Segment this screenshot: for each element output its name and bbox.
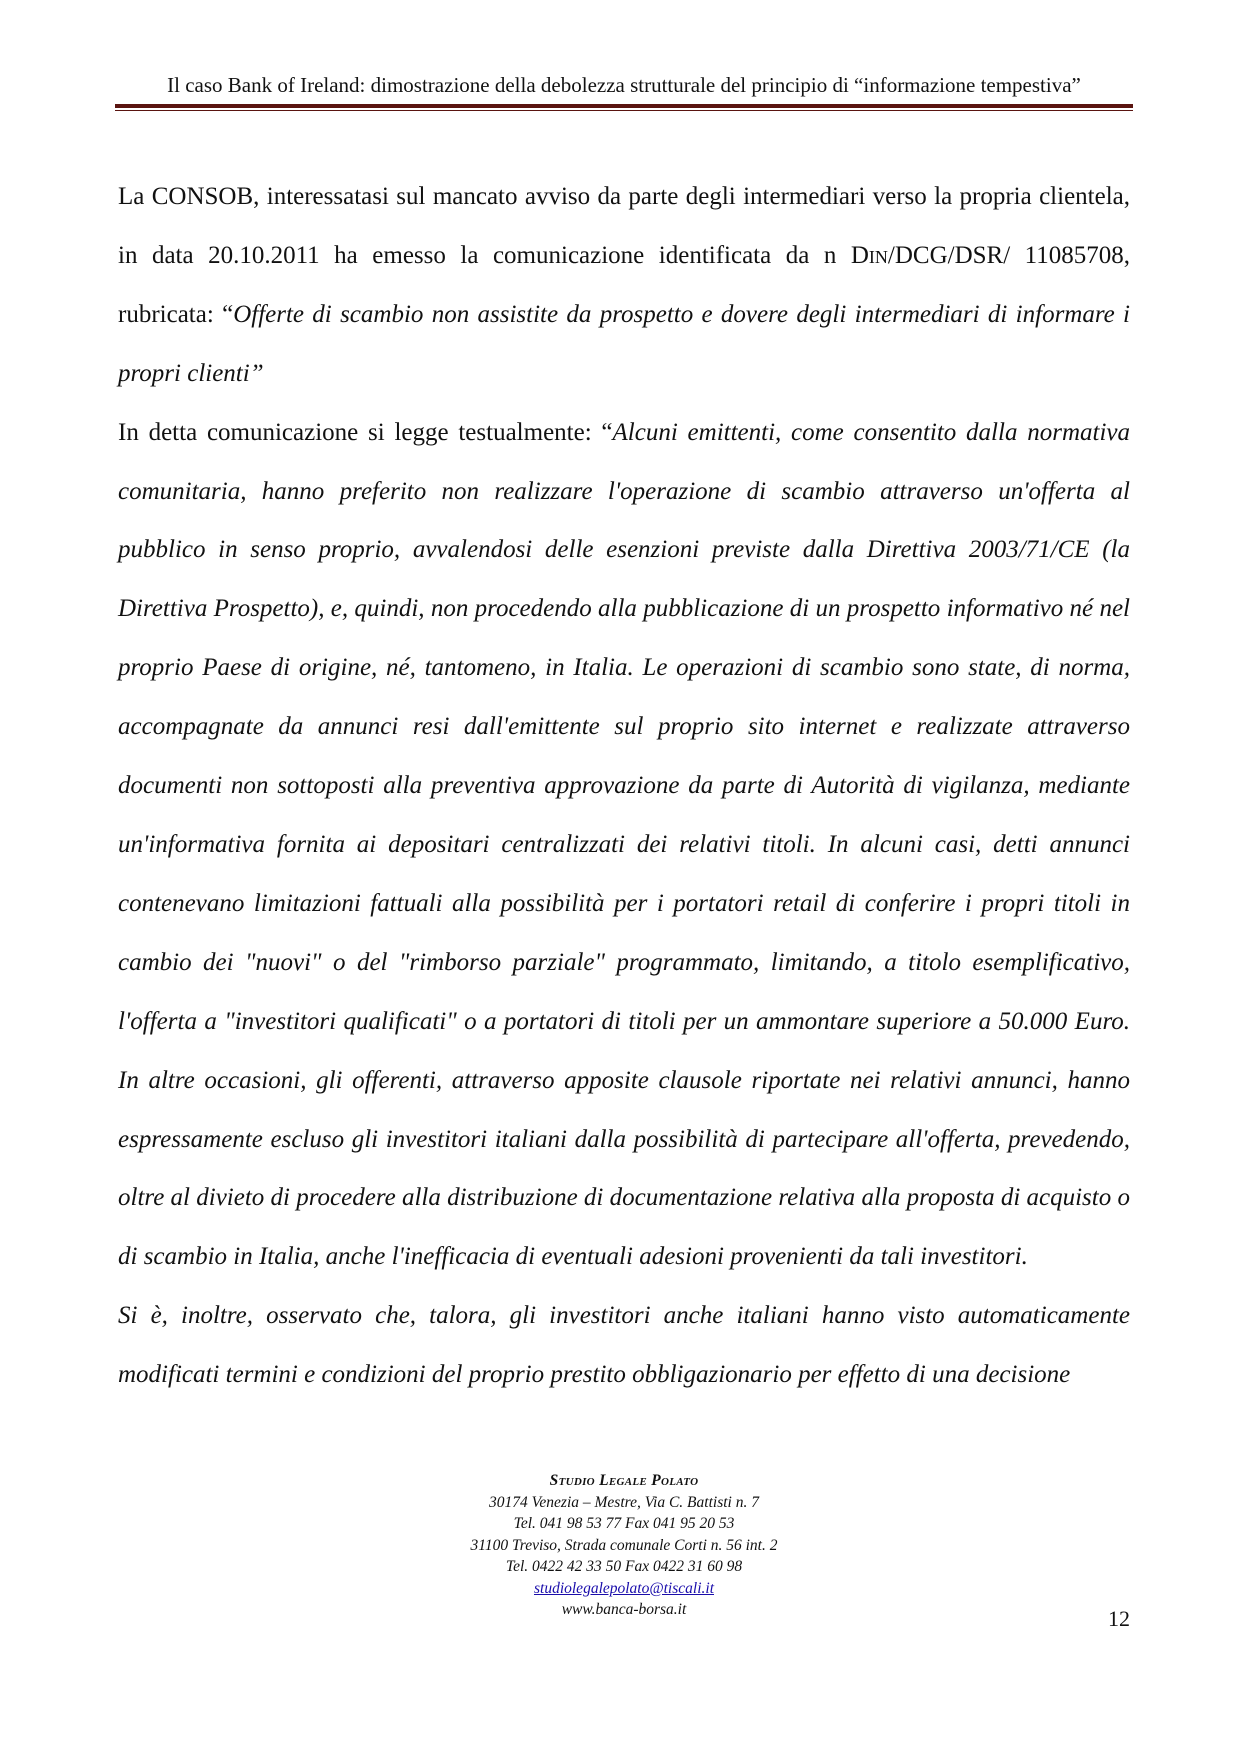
continuation-text: Si è, inoltre, osservato che, talora, gli investitori anche italiani hanno visto automaticamente modificati termini e condizioni del proprio prestito obbligazionario per effetto di una decisione (118, 1302, 1130, 1389)
running-header: Il caso Bank of Ireland: dimostrazione della debolezza strutturale del principio di “informazione tempestiva” (167, 73, 1081, 97)
paragraph-quote-intro: In detta comunicazione si legge testualmente: “ (118, 418, 613, 446)
email-link[interactable]: studiolegalepolato@tiscali.it (533, 1579, 714, 1597)
header-rule-thin (115, 110, 1133, 111)
address-treviso: 31100 Treviso, Strada comunale Corti n. 56 int. 2 (470, 1536, 778, 1554)
phone-venezia: Tel. 041 98 53 77 Fax 041 95 20 53 (513, 1515, 735, 1532)
firm-name: Studio Legale Polato (549, 1472, 699, 1489)
paragraph-continuation (118, 1287, 1130, 1405)
paragraph-consob-text: La CONSOB, interessatasi sul mancato avviso da parte degli intermediari verso la propria clientela, in data 20.10.2011 ha emesso la comunicazione identificata da n (118, 183, 1130, 269)
header-rule-thick (115, 104, 1133, 108)
communication-title: Offerte di scambio non assistite da prospetto e dovere degli intermediari di informare i propri clienti” (118, 300, 1131, 387)
page-number: 12 (1108, 1606, 1130, 1631)
website: www.banca-borsa.it (561, 1601, 687, 1618)
din-small-caps: Din (850, 241, 888, 269)
paragraph-consob (118, 168, 1130, 404)
quoted-text: Alcuni emittenti, come consentito dalla normativa comunitaria, hanno preferito non realizzare l'operazione di scambio attraverso un'offerta al pubblico in senso proprio, avvalendosi delle esenzioni previste dalla Direttiva 2003/71/CE (la Direttiva Prospetto), e, quindi, non procedendo alla pubblicazione di un prospetto informativo né nel proprio Paese di origine, né, tantomeno, in Italia. Le operazioni di scambio sono state, di norma, accompagnate da annunci resi dall'emittente sul proprio sito internet e realizzate attraverso documenti non sottoposti alla preventiva approvazione da parte di Autorità di vigilanza, mediante un'informativa fornita ai depositari centralizzati dei relativi titoli. In alcuni casi, detti annunci contenevano limitazioni fattuali alla possibilità per i portatori retail di conferire i propri titoli in cambio dei "nuovi" o del "rimborso parziale" programmato, limitando, a titolo esemplificativo, l'offerta a "investitori qualificati" o a portatori di titoli per un ammontare superiore a 50.000 Euro. In altre occasioni, gli offerenti, attraverso apposite clausole riportate nei relativi annunci, hanno espressamente escluso gli investitori italiani dalla possibilità di partecipare all'offerta, prevedendo, oltre al divieto di procedere alla distribuzione di documentazione relativa alla proposta di acquisto o di scambio in Italia, anche l'inefficacia di eventuali adesioni provenienti da tali investitori. (118, 418, 1130, 1271)
paragraph-consob-text-2: /DCG/DSR/ 11085708, rubricata: “ (118, 241, 1130, 328)
paragraph-quote (118, 404, 1130, 1288)
body-text (118, 168, 1130, 1405)
address-venezia: 30174 Venezia – Mestre, Via C. Battisti n. 7 (489, 1493, 759, 1511)
phone-treviso: Tel. 0422 42 33 50 Fax 0422 31 60 98 (505, 1558, 743, 1575)
footer (118, 1470, 1130, 1621)
